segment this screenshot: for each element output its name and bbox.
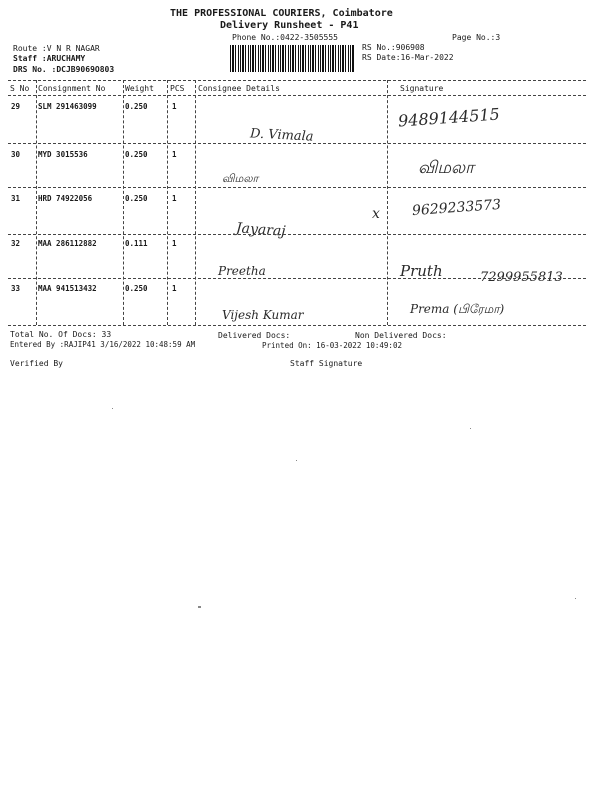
row-pcs: 1 [172, 150, 177, 159]
entered-by: Entered By :RAJIP41 3/16/2022 10:48:59 AM [10, 340, 196, 349]
row-signature: 9489144515 [397, 104, 501, 131]
row-consignment: SLM 291463099 [38, 102, 97, 111]
row-weight: 0.250 [125, 194, 148, 203]
non-delivered-docs: Non Delivered Docs: [355, 331, 447, 340]
header-signature: Signature [400, 84, 444, 93]
row-rule [8, 187, 586, 188]
scan-speck [112, 408, 113, 409]
row-sno: 29 [11, 102, 21, 111]
staff: Staff :ARUCHAMY [13, 54, 86, 63]
row-signature: 9629233573 [411, 196, 502, 220]
row-sno: 33 [11, 284, 21, 293]
drs-number: DRS No. :DCJB9069O803 [13, 65, 115, 74]
header-sno: S No [10, 84, 30, 93]
table-top-rule [8, 80, 586, 81]
runsheet-title: Delivery Runsheet - P41 [220, 20, 359, 31]
delivered-docs: Delivered Docs: [218, 331, 291, 340]
row-rule [8, 278, 586, 279]
row-weight: 0.250 [125, 284, 148, 293]
col-divider [195, 80, 196, 325]
row-consignment: MAA 941513432 [38, 284, 97, 293]
row-consignment: HRD 74922056 [38, 194, 93, 203]
row-signature: Prema (பிரேமா) [410, 302, 505, 316]
row-signature: 7299955813 [480, 270, 563, 285]
staff-signature: Staff Signature [290, 359, 363, 368]
row-rule [8, 143, 586, 144]
printed-on: Printed On: 16-03-2022 10:49:02 [262, 341, 402, 350]
row-consignment: MAA 286112882 [38, 239, 97, 248]
rs-number: RS No.:906908 [362, 43, 425, 52]
scan-speck [296, 460, 297, 461]
row-pcs: 1 [172, 194, 177, 203]
header-pcs: PCS [170, 84, 185, 93]
scan-speck [198, 606, 201, 608]
table-header-rule [8, 95, 586, 96]
total-docs: Total No. Of Docs: 33 [10, 330, 112, 339]
row-consignee: Jayaraj [235, 220, 287, 240]
col-divider [36, 80, 37, 325]
header-consignment: Consignment No [38, 84, 106, 93]
row-pcs: 1 [172, 102, 177, 111]
table-bottom-rule [8, 325, 586, 326]
row-weight: 0.111 [125, 239, 148, 248]
row-pcs: 1 [172, 239, 177, 248]
row-sno: 31 [11, 194, 21, 203]
phone-number: Phone No.:0422-3505555 [232, 33, 338, 42]
col-divider [387, 80, 388, 325]
verified-by: Verified By [10, 359, 63, 368]
scan-speck [470, 428, 471, 429]
barcode [230, 45, 355, 72]
row-consignee: D. Vimala [249, 126, 314, 145]
row-weight: 0.250 [125, 102, 148, 111]
row-weight: 0.250 [125, 150, 148, 159]
row-consignee: விமலா [222, 172, 259, 185]
row-pcs: 1 [172, 284, 177, 293]
col-divider [167, 80, 168, 325]
route: Route :V N R NAGAR [13, 44, 100, 53]
col-divider [123, 80, 124, 325]
row-consignee: Vijesh Kumar [222, 308, 304, 322]
scan-speck [575, 598, 576, 599]
row-sno: 30 [11, 150, 21, 159]
row-rule [8, 234, 586, 235]
cross-mark: x [372, 206, 380, 222]
row-signature: விமலா [418, 158, 475, 178]
company-name: THE PROFESSIONAL COURIERS, Coimbatore [170, 8, 393, 19]
page-number: Page No.:3 [452, 33, 501, 42]
signature-scribble: Pruth [400, 262, 443, 280]
row-consignment: MYD 3015536 [38, 150, 88, 159]
row-consignee: Preetha [218, 264, 266, 278]
rs-date: RS Date:16-Mar-2022 [362, 53, 454, 62]
row-sno: 32 [11, 239, 21, 248]
header-weight: Weight [125, 84, 154, 93]
header-consignee: Consignee Details [198, 84, 280, 93]
